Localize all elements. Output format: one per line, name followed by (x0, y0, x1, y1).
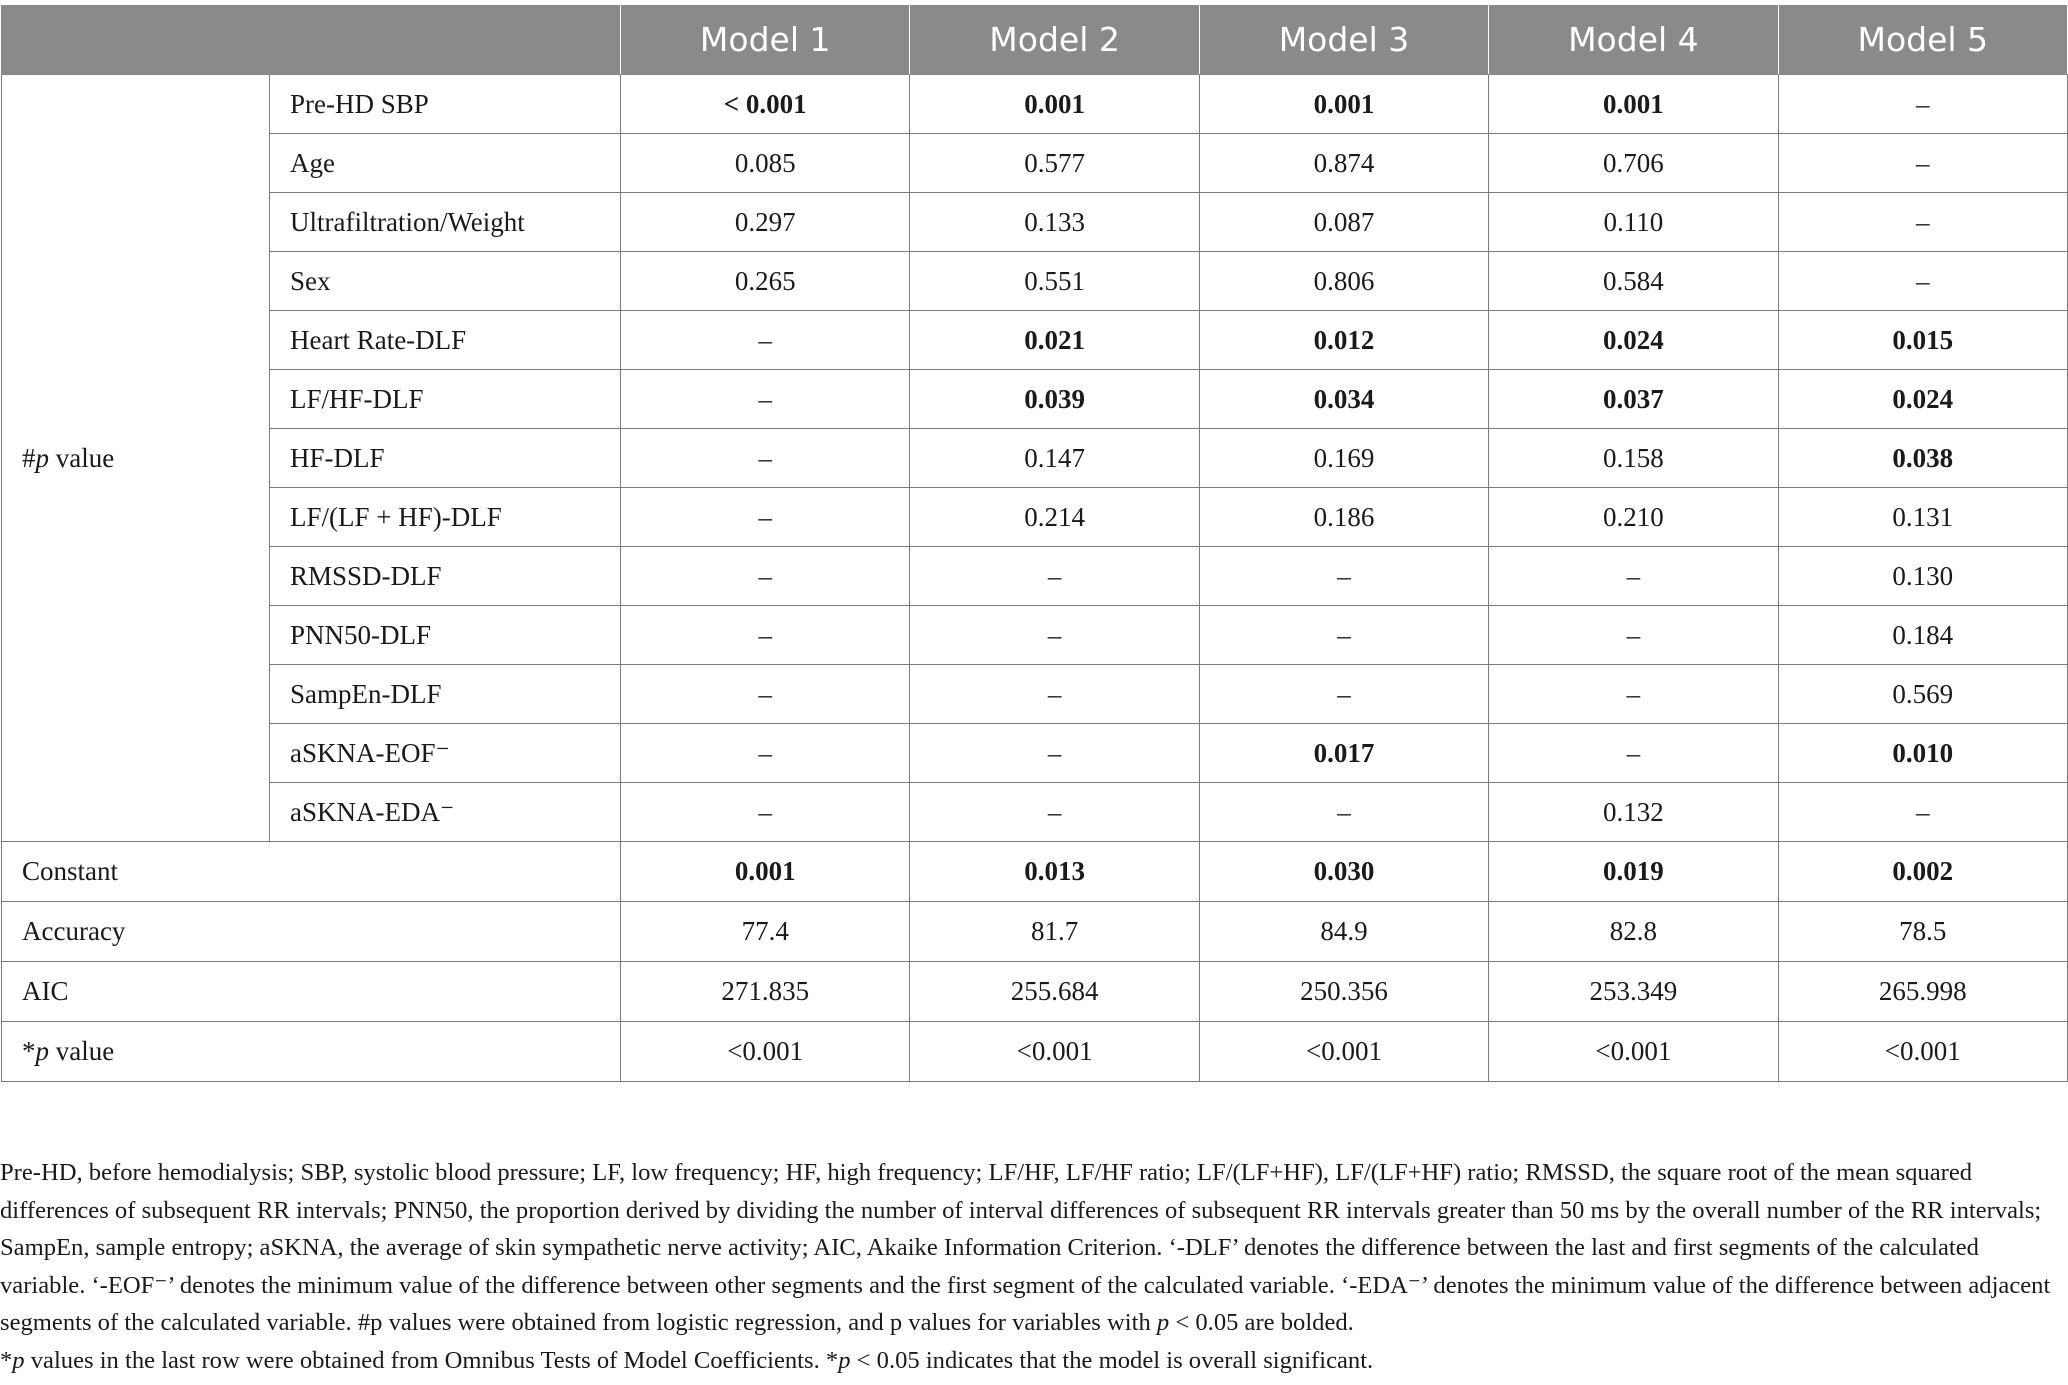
summary-label-p: p (35, 1036, 49, 1066)
model-5-value: – (1778, 252, 2067, 311)
model-3-value: 0.001 (1199, 75, 1488, 134)
table-row (2, 488, 2068, 547)
model-4-value: 0.158 (1489, 429, 1778, 488)
model-2-value: 0.147 (910, 429, 1199, 488)
model-3-value: 84.9 (1199, 902, 1488, 962)
model-3-value: – (1199, 547, 1488, 606)
model-1-value: < 0.001 (621, 75, 910, 134)
variable-label: SampEn-DLF (270, 665, 621, 724)
summary-label (2, 1022, 621, 1082)
header-model-3: Model 3 (1199, 5, 1488, 75)
table-row (2, 193, 2068, 252)
variable-label: HF-DLF (270, 429, 621, 488)
model-4-value: – (1489, 724, 1778, 783)
model-5-value: 0.131 (1778, 488, 2067, 547)
footnote-text-4: values in the last row were obtained from Omnibus Tests of Model Coefficients. * (24, 1346, 839, 1374)
model-4-value: 0.037 (1489, 370, 1778, 429)
model-4-value: – (1489, 547, 1778, 606)
model-2-value: 0.133 (910, 193, 1199, 252)
table-row (2, 429, 2068, 488)
model-2-value: 0.214 (910, 488, 1199, 547)
model-5-value: <0.001 (1778, 1022, 2067, 1082)
table-row (2, 252, 2068, 311)
footnote-p-1: p (1156, 1309, 1170, 1336)
model-2-value: 255.684 (910, 962, 1199, 1022)
model-4-value: 0.132 (1489, 783, 1778, 842)
header-model-1: Model 1 (621, 5, 910, 75)
footnote-p-2: p (12, 1346, 25, 1374)
header-blank-cell (2, 5, 621, 75)
model-2-value: – (910, 606, 1199, 665)
model-1-value: 0.001 (621, 842, 910, 902)
table-row (2, 606, 2068, 665)
model-2-value: <0.001 (910, 1022, 1199, 1082)
model-3-value: 0.030 (1199, 842, 1488, 902)
model-2-value: – (910, 783, 1199, 842)
variable-label: PNN50-DLF (270, 606, 621, 665)
model-3-value: 0.017 (1199, 724, 1488, 783)
table-footnote (0, 1154, 2060, 1379)
model-5-value: 265.998 (1778, 962, 2067, 1022)
footnote-text-1: Pre-HD, before hemodialysis; SBP, systolic blood pressure; LF, low frequency; HF, high frequency; LF/HF, LF/HF ratio; LF/(LF+HF), LF/(LF+HF) ratio; RMSSD, the square root of the mean squared differences of subsequent RR intervals; PNN50, the proportion derived by dividing the number of interval differences of subsequent RR intervals greater than 50 ms by the overall number of the RR intervals; SampEn, sample entropy; aSKNA, the average of skin sympathetic nerve activity; AIC, Akaike Information Criterion. ‘-DLF’ denotes the difference between the last and first segments of the calculated variable. ‘-EOF⁻’ denotes the minimum value of the difference between other segments and the first segment of the calculated variable. ‘-EDA⁻’ denotes the minimum value of the difference between adjacent segments of the calculated variable. #p values were obtained from logistic regression, and p values for variables with (0, 1159, 2051, 1336)
group-label-p: p (35, 442, 49, 473)
footnote-p-3: p (838, 1346, 851, 1374)
model-1-value: – (621, 724, 910, 783)
model-4-value: – (1489, 606, 1778, 665)
model-5-value: 0.002 (1778, 842, 2067, 902)
group-label-prefix: # (22, 442, 36, 473)
model-1-value: 77.4 (621, 902, 910, 962)
model-1-value: 0.265 (621, 252, 910, 311)
variable-label: LF/HF-DLF (270, 370, 621, 429)
footnote-text-3: * (0, 1346, 13, 1374)
model-3-value: – (1199, 606, 1488, 665)
summary-row (2, 902, 2068, 962)
model-3-value: 0.012 (1199, 311, 1488, 370)
variable-label: Age (270, 134, 621, 193)
model-4-value: <0.001 (1489, 1022, 1778, 1082)
variable-label: aSKNA-EDA⁻ (270, 783, 621, 842)
table-row (2, 370, 2068, 429)
footnote-text-5: < 0.05 indicates that the model is overall significant. (850, 1346, 1374, 1374)
model-4-value: 0.584 (1489, 252, 1778, 311)
model-4-value: 0.210 (1489, 488, 1778, 547)
model-5-value: – (1778, 75, 2067, 134)
header-model-5: Model 5 (1778, 5, 2067, 75)
model-5-value: – (1778, 134, 2067, 193)
model-5-value: – (1778, 783, 2067, 842)
model-2-value: 81.7 (910, 902, 1199, 962)
summary-row (2, 842, 2068, 902)
variable-label: Sex (270, 252, 621, 311)
model-4-value: 82.8 (1489, 902, 1778, 962)
model-5-value: 0.038 (1778, 429, 2067, 488)
summary-row (2, 962, 2068, 1022)
model-2-value: 0.039 (910, 370, 1199, 429)
summary-label: Accuracy (2, 902, 621, 962)
model-1-value: <0.001 (621, 1022, 910, 1082)
header-model-4: Model 4 (1489, 5, 1778, 75)
header-model-2: Model 2 (910, 5, 1199, 75)
header-row (2, 5, 2068, 75)
model-3-value: – (1199, 665, 1488, 724)
variable-label: Pre-HD SBP (270, 75, 621, 134)
variable-label: LF/(LF + HF)-DLF (270, 488, 621, 547)
model-4-value: – (1489, 665, 1778, 724)
variable-label: aSKNA-EOF⁻ (270, 724, 621, 783)
summary-label-suffix: value (49, 1036, 115, 1066)
model-3-value: – (1199, 783, 1488, 842)
model-2-value: – (910, 724, 1199, 783)
model-2-value: 0.551 (910, 252, 1199, 311)
model-2-value: – (910, 665, 1199, 724)
model-2-value: 0.001 (910, 75, 1199, 134)
model-4-value: 0.001 (1489, 75, 1778, 134)
model-3-value: 0.186 (1199, 488, 1488, 547)
table-row (2, 311, 2068, 370)
model-3-value: 0.806 (1199, 252, 1488, 311)
model-5-value: 0.024 (1778, 370, 2067, 429)
model-1-value: – (621, 606, 910, 665)
results-table-container (0, 4, 2068, 1082)
summary-row (2, 1022, 2068, 1082)
variable-label: RMSSD-DLF (270, 547, 621, 606)
table-row (2, 724, 2068, 783)
model-2-value: – (910, 547, 1199, 606)
model-5-value: 0.015 (1778, 311, 2067, 370)
summary-label-prefix: * (22, 1036, 36, 1066)
model-1-value: – (621, 783, 910, 842)
table-row (2, 75, 2068, 134)
model-1-value: 271.835 (621, 962, 910, 1022)
summary-label: Constant (2, 842, 621, 902)
table-row (2, 547, 2068, 606)
model-3-value: 0.169 (1199, 429, 1488, 488)
table-row (2, 665, 2068, 724)
model-4-value: 0.110 (1489, 193, 1778, 252)
model-5-value: 0.130 (1778, 547, 2067, 606)
model-1-value: – (621, 665, 910, 724)
model-2-value: 0.021 (910, 311, 1199, 370)
model-2-value: 0.013 (910, 842, 1199, 902)
model-3-value: 0.087 (1199, 193, 1488, 252)
model-5-value: 0.184 (1778, 606, 2067, 665)
logistic-regression-table (1, 4, 2068, 1082)
model-3-value: <0.001 (1199, 1022, 1488, 1082)
model-1-value: – (621, 370, 910, 429)
p-value-group-label (2, 75, 270, 842)
model-5-value: 78.5 (1778, 902, 2067, 962)
model-5-value: 0.010 (1778, 724, 2067, 783)
model-4-value: 0.706 (1489, 134, 1778, 193)
model-5-value: 0.569 (1778, 665, 2067, 724)
summary-label: AIC (2, 962, 621, 1022)
table-row (2, 134, 2068, 193)
model-1-value: – (621, 429, 910, 488)
model-4-value: 253.349 (1489, 962, 1778, 1022)
table-row (2, 783, 2068, 842)
model-5-value: – (1778, 193, 2067, 252)
group-label-suffix: value (49, 442, 115, 473)
model-1-value: 0.297 (621, 193, 910, 252)
model-2-value: 0.577 (910, 134, 1199, 193)
model-3-value: 0.874 (1199, 134, 1488, 193)
variable-label: Heart Rate-DLF (270, 311, 621, 370)
model-4-value: 0.019 (1489, 842, 1778, 902)
variable-label: Ultrafiltration/Weight (270, 193, 621, 252)
model-3-value: 0.034 (1199, 370, 1488, 429)
model-3-value: 250.356 (1199, 962, 1488, 1022)
model-1-value: – (621, 488, 910, 547)
model-4-value: 0.024 (1489, 311, 1778, 370)
model-1-value: – (621, 311, 910, 370)
model-1-value: – (621, 547, 910, 606)
footnote-text-2: < 0.05 are bolded. (1169, 1309, 1354, 1336)
model-1-value: 0.085 (621, 134, 910, 193)
